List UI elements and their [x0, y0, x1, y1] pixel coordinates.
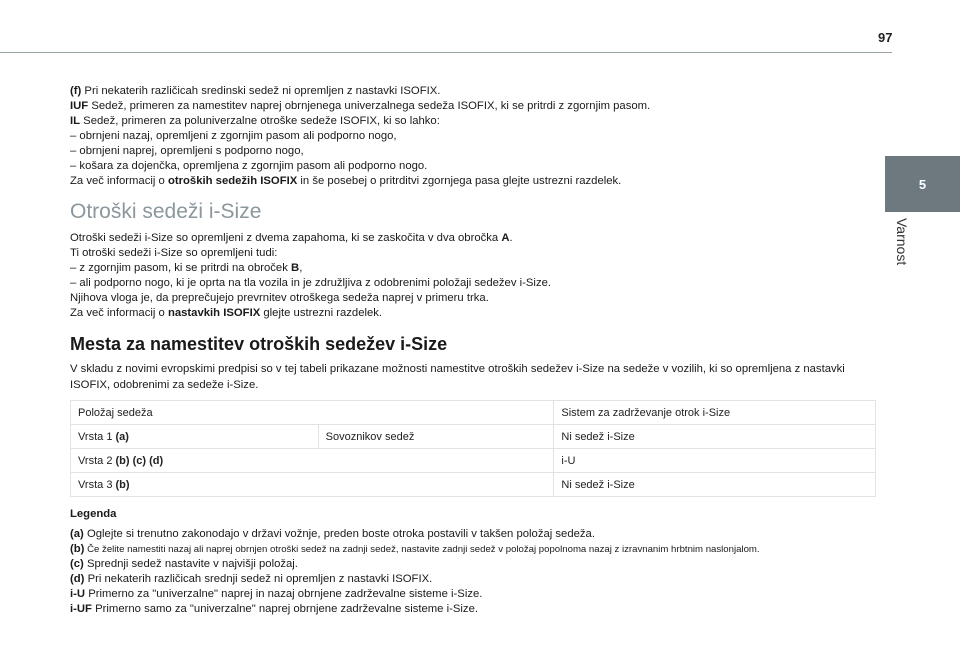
- chapter-number: 5: [918, 176, 927, 192]
- intro-key: IL: [70, 115, 81, 127]
- table-cell: [71, 425, 319, 449]
- ring-label: A: [501, 232, 510, 244]
- legend-text: Primerno za "univerzalne" naprej in nazaj obrnjene zadrževalne sisteme i-Size.: [85, 588, 483, 600]
- table-row: [71, 473, 876, 497]
- table-header-row: [71, 401, 876, 425]
- text: glejte ustrezni razdelek.: [260, 307, 383, 319]
- table-cell: Ni sedež i-Size: [554, 473, 876, 497]
- table-row: [71, 449, 876, 473]
- legend-key: (a): [70, 528, 84, 540]
- legend-item: [70, 572, 876, 587]
- legend-key: i-UF: [70, 603, 92, 615]
- legend-item: [70, 587, 876, 602]
- table-row: [71, 425, 876, 449]
- table-header: Sistem za zadrževanje otrok i-Size: [554, 401, 876, 425]
- legend-key: (d): [70, 573, 85, 585]
- legend-block: [70, 527, 876, 617]
- table-cell: [71, 473, 554, 497]
- legend-item: [70, 527, 876, 542]
- ref-text: Za več informacij o: [70, 175, 168, 187]
- legend-text: Oglejte si trenutno zakonodajo v državi vožnje, preden boste otroka postavili v takšen položaj sedeža.: [83, 528, 595, 540]
- text: .: [509, 232, 513, 244]
- table-cell: Ni sedež i-Size: [554, 425, 876, 449]
- text: Otroški sedeži i-Size so opremljeni z dvema zapahoma, ki se zaskočita v dva obročka: [70, 232, 502, 244]
- ref-link[interactable]: otroških sedežih ISOFIX: [167, 175, 298, 187]
- intro-line: [70, 84, 876, 99]
- legend-item: [70, 557, 876, 572]
- ref-text: in še posebej o pritrditvi zgornjega pasa glejte ustrezni razdelek.: [297, 175, 622, 187]
- intro-text: – košara za dojenčka, opremljena z zgornjim pasom ali podporno nogo.: [70, 160, 428, 172]
- legend-key: i-U: [70, 588, 86, 600]
- row-refs: (a): [115, 430, 129, 443]
- table-cell: [71, 449, 554, 473]
- legend-text: Sprednji sedež nastavite v najvišji položaj.: [83, 558, 298, 570]
- legend-text: Primerno samo za "univerzalne" naprej obrnjene zadrževalne sisteme i-Size.: [91, 603, 478, 615]
- isize-line: Njihova vloga je, da preprečujejo prevrnitev otroškega sedeža naprej v primeru trka.: [70, 292, 489, 304]
- legend-title: Legenda: [70, 508, 117, 520]
- intro-text: Sedež, primeren za poluniverzalne otroške sedeže ISOFIX, ki so lahko:: [80, 115, 440, 127]
- page-content: [70, 84, 876, 617]
- isize-line: – ali podporno nogo, ki je oprta na tla vozila in je združljiva z odobrenimi položaji sedežev i-Size.: [70, 277, 552, 289]
- chapter-title: Varnost: [894, 218, 910, 266]
- intro-line: [70, 114, 876, 129]
- header-rule: [0, 52, 892, 53]
- section-title-positions: Mesta za namestitev otroških sedežev i-Size: [70, 334, 448, 354]
- chapter-tab[interactable]: [885, 156, 960, 212]
- isize-block: [70, 231, 876, 321]
- intro-text: Sedež, primeren za namestitev naprej obrnjenega univerzalnega sedeža ISOFIX, ki se pritrdi z zgornjim pasom.: [88, 100, 651, 112]
- isize-line: Ti otroški sedeži i-Size so opremljeni tudi:: [70, 247, 278, 259]
- page-number: 97: [878, 30, 893, 45]
- intro-text: Pri nekaterih različicah sredinski sedež ni opremljen z nastavki ISOFIX.: [81, 85, 441, 97]
- positions-paragraph: V skladu z novimi evropskimi predpisi so v tej tabeli prikazane možnosti namestitve otroških sedežev i-Size na sedeže v vozilih, ki so opremljena z nastavki ISOFIX, odobrenimi za sedeže i-Size.: [70, 363, 845, 391]
- legend-text: Če želite namestiti nazaj ali naprej obrnjen otroški sedež na zadnji sedež, nastavite zadnji sedež v položaj popolnoma nazaj z izravnanim hrbtnim naslonjalom.: [84, 544, 760, 555]
- intro-key: IUF: [70, 100, 89, 112]
- legend-key: (c): [70, 558, 84, 570]
- intro-line: [70, 144, 876, 159]
- intro-line: [70, 99, 876, 114]
- table-header: Položaj sedeža: [71, 401, 554, 425]
- section-title-isize: Otroški sedeži i-Size: [70, 200, 262, 223]
- legend-item: [70, 542, 876, 557]
- legend-key: (b): [70, 543, 85, 555]
- text: ,: [299, 262, 303, 274]
- row-label: Vrsta 3: [78, 478, 116, 491]
- row-label: Vrsta 1: [78, 430, 116, 443]
- intro-text: – obrnjeni nazaj, opremljeni z zgornjim pasom ali podporno nogo,: [70, 130, 397, 142]
- intro-line: [70, 129, 876, 144]
- isize-line: [70, 261, 876, 276]
- table-cell: Sovoznikov sedež: [318, 425, 554, 449]
- row-label: Vrsta 2: [78, 454, 116, 467]
- row-refs: (b): [115, 478, 130, 491]
- text: Za več informacij o: [70, 307, 168, 319]
- ref-link[interactable]: nastavkih ISOFIX: [167, 307, 261, 319]
- isize-line: [70, 231, 876, 246]
- chapter-label: [894, 218, 910, 298]
- ring-label: B: [291, 262, 300, 274]
- intro-key: (f): [70, 85, 82, 97]
- row-refs: (b) (c) (d): [115, 454, 164, 467]
- text: – z zgornjim pasom, ki se pritrdi na obroček: [70, 262, 292, 274]
- isize-table: [70, 400, 876, 497]
- intro-reference: [70, 174, 876, 189]
- table-cell: i-U: [554, 449, 876, 473]
- intro-block: [70, 84, 876, 189]
- intro-line: [70, 159, 876, 174]
- legend-item: [70, 602, 876, 617]
- legend-text: Pri nekaterih različicah srednji sedež ni opremljen z nastavki ISOFIX.: [84, 573, 433, 585]
- isize-line: [70, 306, 876, 321]
- intro-text: – obrnjeni naprej, opremljeni s podporno nogo,: [70, 145, 304, 157]
